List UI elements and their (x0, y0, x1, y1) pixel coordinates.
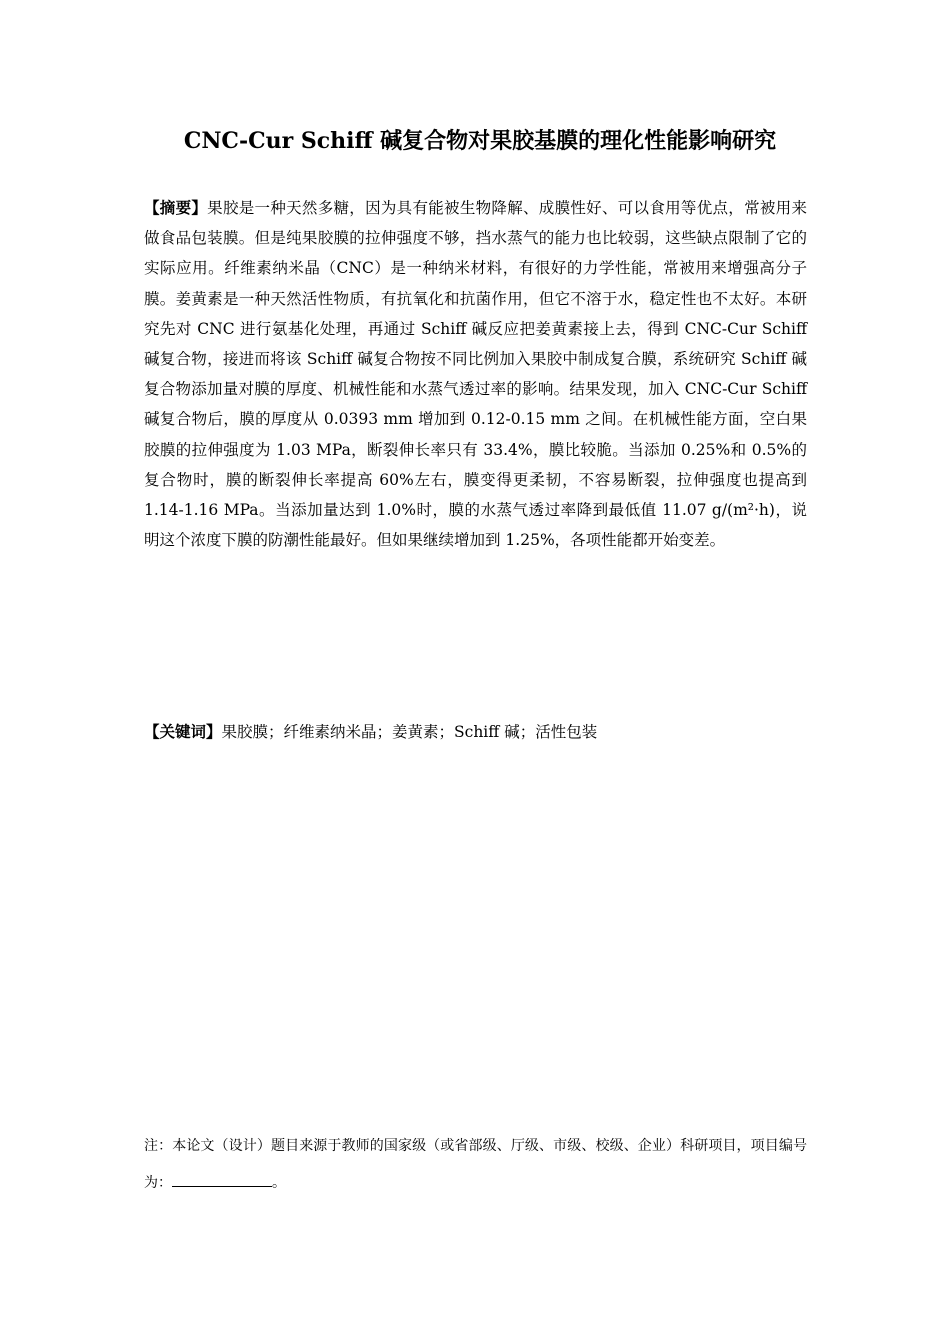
footnote-end: 。 (272, 1175, 286, 1191)
abstract-text: 果胶是一种天然多糖，因为具有能被生物降解、成膜性好、可以食用等优点，常被用来做食品包装膜。但是纯果胶膜的拉伸强度不够，挡水蒸气的能力也比较弱，这些缺点限制了它的实际应用。纤维素纳米晶（CNC）是一种纳米材料，有很好的力学性能，常被用来增强高分子膜。姜黄素是一种天然活性物质，有抗氧化和抗菌作用，但它不溶于水，稳定性也不太好。本研究先对 CNC 进行氨基化处理，再通过 Schiff 碱反应把姜黄素接上去，得到 CNC-Cur Schiff 碱复合物，接进而将该 Schiff 碱复合物按不同比例加入果胶中制成复合膜，系统研究 Schiff 碱复合物添加量对膜的厚度、机械性能和水蒸气透过率的影响。结果发现，加入 CNC-Cur Schiff 碱复合物后，膜的厚度从 0.0393 mm 增加到 0.12-0.15 mm 之间。在机械性能方面，空白果胶膜的拉伸强度为 1.03 MPa，断裂伸长率只有 33.4%，膜比较脆。当添加 0.25%和 0.5%的复合物时，膜的断裂伸长率提高 60%左右，膜变得更柔韧，不容易断裂，拉伸强度也提高到 1.14-1.16 MPa。当添加量达到 1.0%时，膜的水蒸气透过率降到最低值 11.07 g/(m²·h)，说明这个浓度下膜的防潮性能最好。但如果继续增加到 1.25%，各项性能都开始变差。 (144, 199, 807, 550)
abstract-label: 【摘要】 (144, 198, 208, 217)
keywords-text: 果胶膜；纤维素纳米晶；姜黄素；Schiff 碱；活性包装 (221, 723, 598, 741)
footnote-text: 注：本论文（设计）题目来源于教师的国家级（或省部级、厅级、市级、校级、企业）科研项目，项目编号为： (144, 1138, 807, 1191)
paper-title: CNC-Cur Schiff 碱复合物对果胶基膜的理化性能影响研究 (183, 128, 777, 154)
keywords-label: 【关键词】 (144, 722, 222, 741)
abstract-paragraph (144, 193, 807, 555)
footnote (144, 1128, 807, 1202)
keywords-paragraph (144, 717, 807, 747)
project-number-blank (172, 1170, 272, 1187)
